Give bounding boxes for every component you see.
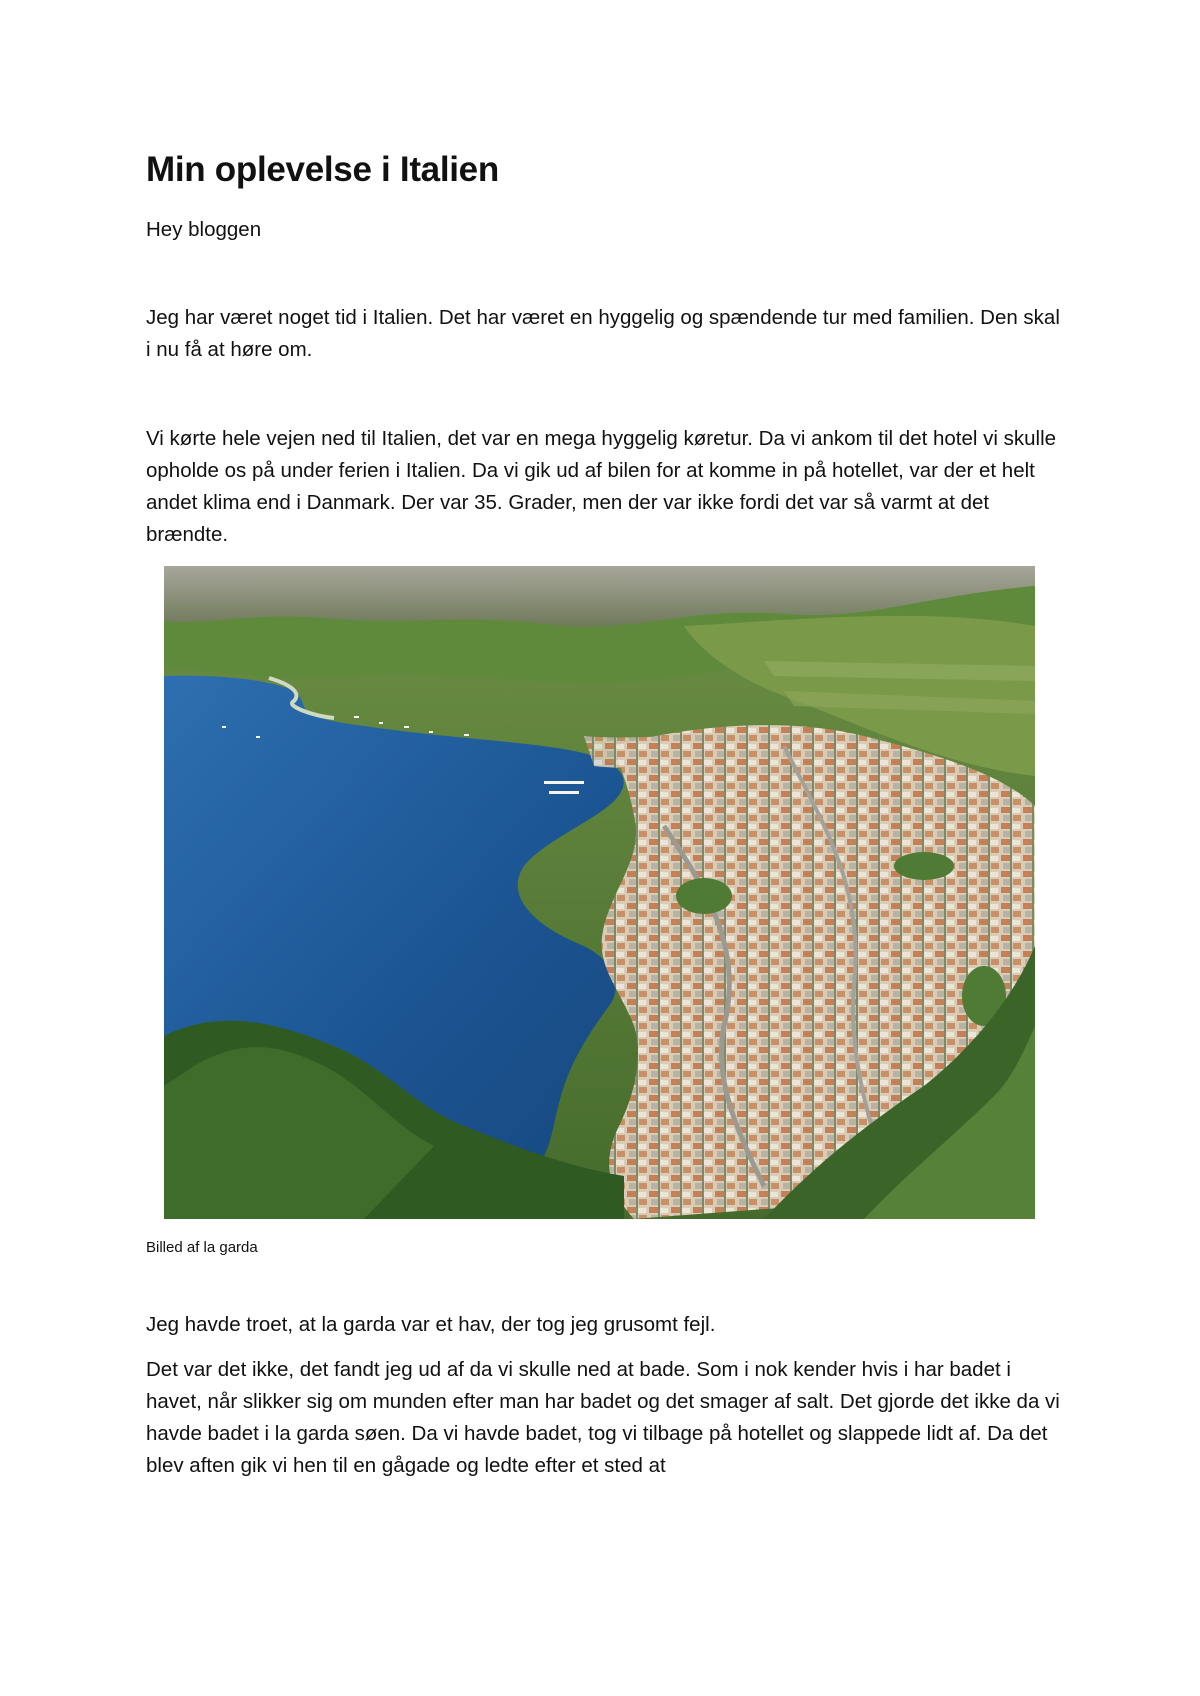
paragraph-intro: Jeg har været noget tid i Italien. Det har været en hyggelig og spændende tur med familien. Den skal i nu få at høre om. (146, 306, 1060, 361)
paragraph-drive: Vi kørte hele vejen ned til Italien, det var en mega hyggelig køretur. Da vi ankom til det hotel vi skulle opholde os på under ferien i Italien. Da vi gik ud af bilen for at komme in på hotellet, var der et helt andet klima end i Danmark. Der var 35. Grader, men der var ikke fordi det var så varmt at det brændte. (146, 427, 1057, 546)
paragraph-swim: Det var det ikke, det fandt jeg ud af da vi skulle ned at bade. Som i nok kender hvis i har badet i havet, når slikker sig om munden efter man har badet og det smager af salt. Det gjorde det ikke da vi havde badet i la garda søen. Da vi havde badet, tog vi tilbage på hotellet og slappede lidt af. Da det blev aften gik vi hen til en gågade og ledte efter et sted at (146, 1358, 1060, 1477)
greeting-line: Hey bloggen (146, 218, 262, 241)
paragraph-lake: Jeg havde troet, at la garda var et hav, der tog jeg grusomt fejl. (146, 1313, 716, 1336)
page-title: Min oplevelse i Italien (146, 150, 499, 189)
lake-garda-illustration (164, 566, 1035, 1219)
document-content (146, 148, 1066, 1482)
image-caption: Billed af la garda (146, 1239, 258, 1256)
lake-garda-photo (164, 566, 1035, 1219)
